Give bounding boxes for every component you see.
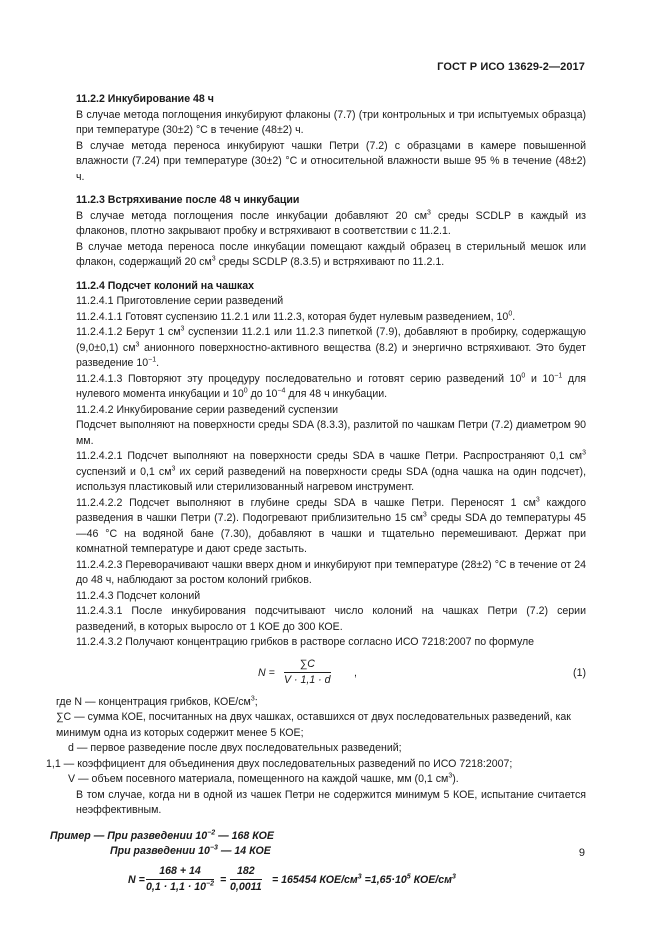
formula-1 <box>76 657 586 693</box>
definition: d — первое разведение после двух последовательных разведений; <box>68 742 402 754</box>
paragraph: 11.2.4.2.2 Подсчет выполняют в глубине среды SDA в чашке Петри. Переносят 1 $см^3$ каждого разведения в чашки Петри (7.2). Подогревают приблизительно 15 $см^3$ среды SDA до температуры 45—46 °С на водяной бане (7.30), добавляют в чашки и тщательно перемешивают. Держат при комнатной температуре и дают среде застыть. <box>76 495 586 555</box>
standard-header: ГОСТ Р ИСО 13629-2—2017 <box>437 61 585 73</box>
formula-number: (1) <box>573 666 586 679</box>
paragraph: В случае метода переноса инкубируют чашки Петри (7.2) с образцами в камере повышенной влажности (7.24) при температуре (30±2) °С и относительной влажности выше 95 % в течение (48±2) ч. <box>76 139 586 183</box>
example-block <box>50 828 586 860</box>
example-f1-numerator: 168 + 14 <box>146 864 214 881</box>
heading-11-2-4: 11.2.4 Подсчет колоний на чашках <box>76 279 254 292</box>
paragraph: В случае метода поглощения после инкубации добавляют 20 $см^3$ среды SCDLP в каждый из флаконов, плотно закрывают пробку и встряхивают в соответствии с 11.2.1. <box>76 208 586 237</box>
paragraph: 11.2.4.2 Инкубирование серии разведений суспензии <box>76 403 339 416</box>
paragraph: 11.2.4.1.1 Готовят суспензию 11.2.1 или 11.2.3, которая будет нулевым разведением, $10^0$. <box>76 309 516 323</box>
formula-denominator: V · 1,1 · d <box>284 674 331 686</box>
paragraph: 11.2.4.1 Приготовление серии разведений <box>76 295 284 307</box>
document-body <box>46 92 587 898</box>
formula-lhs: N = <box>258 666 275 679</box>
example-fraction-1 <box>146 864 214 896</box>
heading-11-2-3: 11.2.3 Встряхивание после 48 ч инкубации <box>76 194 300 206</box>
definitions <box>46 694 586 819</box>
paragraph: В случае метода поглощения инкубируют флаконы (7.7) (три контрольных и три испытуемых образца) при температуре (30±2) °С в течение (48±2) ч. <box>76 108 586 136</box>
example-eq: = <box>220 873 227 886</box>
paragraph: В том случае, когда ни в одной из чашек Петри не содержится минимум 5 КОЕ, испытание считается неэффективным. <box>76 788 586 816</box>
paragraph: Подсчет выполняют на поверхности среды SDA (8.3.3), разлитой по чашкам Петри (7.2) диаметром 90 мм. <box>76 419 586 447</box>
example-calculation <box>76 864 586 898</box>
paragraph: 11.2.4.1.3 Повторяют эту процедуру последовательно и готовят серию разведений $10^0$ и $10^{-1}$ для нулевого момента инкубации и $10^0$ до $10^{-4}$ для 48 ч инкубации. <box>76 371 587 400</box>
example-f2-denominator: 0,0011 <box>230 881 262 893</box>
example-line-2: При разведении $10^{-3}$ — 14 КОЕ <box>110 844 271 857</box>
definition: 1,1 — коэффициент для объединения двух последовательных разведений по ИСО 7218:2007; <box>46 757 513 770</box>
definition: ∑C — сумма КОЕ, посчитанных на двух чашках, оставшихся от двух последовательных разведений, как минимум одна из которых содержит менее 5 КОЕ; <box>56 711 571 739</box>
definition: где N — концентрация грибков, КОЕ/$см^3$; <box>56 694 258 708</box>
definition: V — объем посевного материала, помещенного на каждой чашке, мм (0,1 $см^3$). <box>68 772 459 785</box>
paragraph: 11.2.4.1.2 Берут 1 $см^3$ суспензии 11.2.1 или 11.2.3 пипеткой (7.9), добавляют в пробирку, содержащую (9,0±0,1) $см^3$ анионного поверхностно-активного вещества (8.2) и энергично встряхивают. Это будет разведение $10^{-1}$. <box>76 325 586 369</box>
example-result: = 165454 КОЕ/$см^3 =1,65\cdot 10^5$ КОЕ/$см^3$ <box>272 872 456 886</box>
paragraph: В случае метода переноса после инкубации помещают каждый образец в стерильный мешок или флакон, содержащий 20 $см^3$ среды SCDLP (8.3.5) и встряхивают по 11.2.1. <box>76 240 586 268</box>
page-number: 9 <box>578 847 585 859</box>
paragraph: 11.2.4.2.3 Переворачивают чашки вверх дном и инкубируют при температуре (28±2) °С в течение от 24 до 48 ч, наблюдают за ростом колоний грибков. <box>76 558 586 586</box>
example-fraction-2 <box>230 864 262 896</box>
paragraph: 11.2.4.3.2 Получают концентрацию грибков в растворе согласно ИСО 7218:2007 по формуле <box>76 636 535 648</box>
paragraph: 11.2.4.3 Подсчет колоний <box>76 589 201 602</box>
paragraph: 11.2.4.2.1 Подсчет выполняют на поверхности среды SDA в чашке Петри. Распространяют 0,1 $см^3$ суспензий и 0,1 $см^3$ их серий разведений на поверхности среды SDA (одна чашка на один подсчет), используя пластиковый или стерилизованный нагревом инструмент. <box>76 449 587 493</box>
example-f1-denominator: $0,1 \cdot 1,1 \cdot 10^{-2}$ <box>146 880 215 893</box>
example-line-1: Пример — При разведении $10^{-2}$ — 168 КОЕ <box>50 828 274 842</box>
heading-11-2-2: 11.2.2 Инкубирование 48 ч <box>76 93 214 105</box>
example-lhs: N = <box>128 873 145 886</box>
formula-numerator: ∑C <box>284 657 331 674</box>
example-f2-numerator: 182 <box>230 864 262 881</box>
formula-tail: , <box>354 666 357 679</box>
paragraph: 11.2.4.3.1 После инкубирования подсчитывают число колоний на чашках Петри (7.2) серии разведений, в которых выросло от 1 КОЕ до 300 КОЕ. <box>76 605 586 633</box>
